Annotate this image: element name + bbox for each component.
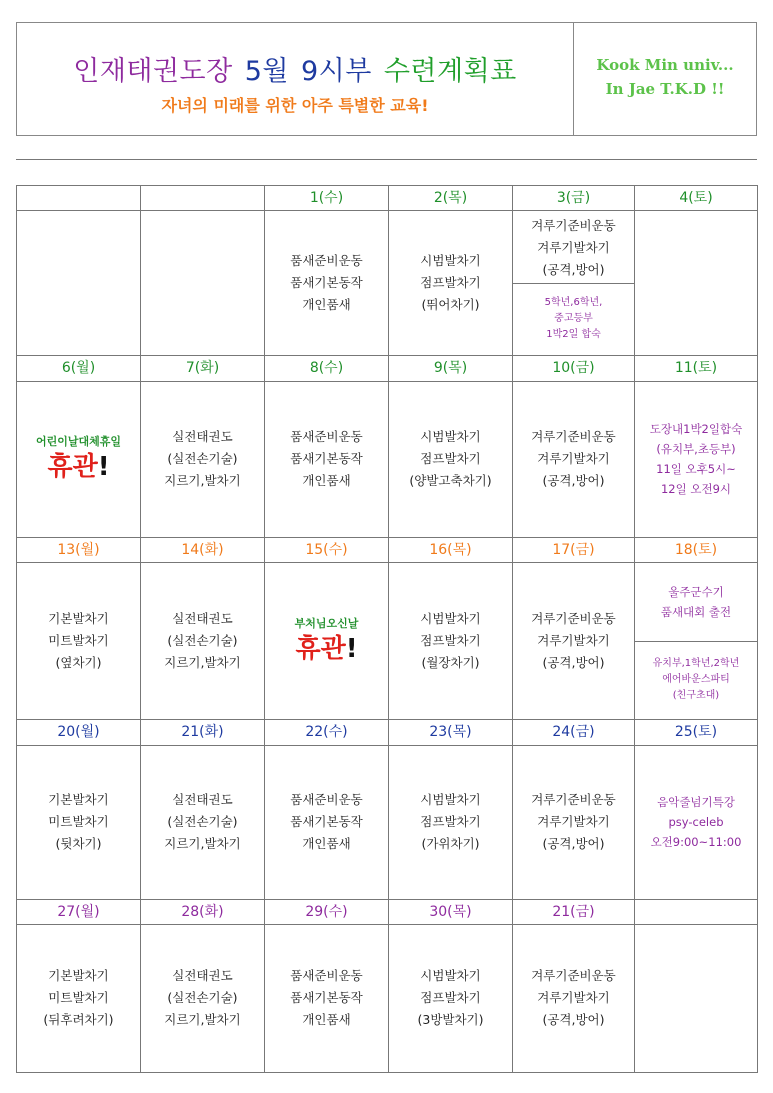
- date-header-cell: 10(금): [513, 356, 635, 381]
- date-header-cell: [17, 186, 141, 211]
- cell-line: 점프발차기: [420, 275, 481, 291]
- date-header-cell: 13(월): [17, 537, 141, 562]
- schedule-cell: [17, 211, 141, 356]
- brand-line-1: Kook Min univ...: [596, 56, 734, 74]
- schedule-cell: [17, 924, 141, 1072]
- closed-label: [17, 450, 140, 484]
- cell-line: 품새준비운동: [290, 429, 363, 445]
- schedule-cell: [265, 381, 389, 537]
- cell-line: (공격,방어): [542, 261, 605, 277]
- date-header-cell: 20(월): [17, 720, 141, 745]
- schedule-row: [17, 211, 758, 356]
- schedule-cell: [389, 563, 513, 720]
- cell-line: (실전손기술): [167, 814, 238, 830]
- cell-line: 5학년,6학년,: [544, 297, 603, 309]
- split-cell-top: [513, 212, 634, 283]
- cell-line: 점프발차기: [420, 451, 481, 467]
- date-header-row: [17, 186, 758, 211]
- date-header-row: [17, 720, 758, 745]
- schedule-cell: [513, 745, 635, 899]
- cell-line: 1박2일 합숙: [546, 329, 601, 341]
- holiday-name: 어린이날대체휴일: [35, 435, 121, 449]
- cell-line: 실전태권도: [172, 792, 233, 808]
- date-header-cell: [635, 899, 758, 924]
- schedule-cell: [513, 563, 635, 720]
- cell-line: 기본발차기: [48, 968, 109, 984]
- cell-line: 품새기본동작: [290, 814, 363, 830]
- date-header-cell: 27(월): [17, 899, 141, 924]
- split-cell-bottom: [635, 641, 757, 719]
- cell-line: (실전손기술): [167, 990, 238, 1006]
- cell-line: (친구초대): [672, 689, 720, 701]
- date-header-cell: 29(수): [265, 899, 389, 924]
- cell-line: 에어바운스파티: [662, 673, 730, 685]
- schedule-cell: [635, 563, 758, 720]
- cell-line: 미트발차기: [48, 814, 109, 830]
- date-header-cell: 21(금): [513, 899, 635, 924]
- date-header-cell: 16(목): [389, 537, 513, 562]
- cell-line: 품새준비운동: [290, 792, 363, 808]
- date-header-cell: 9(목): [389, 356, 513, 381]
- date-header-cell: 22(수): [265, 720, 389, 745]
- cell-line: 오전9:00~11:00: [650, 835, 742, 850]
- title-plan: 수련계획표: [383, 56, 517, 87]
- schedule-cell: [389, 211, 513, 356]
- cell-line: 미트발차기: [48, 990, 109, 1006]
- schedule-cell: [635, 211, 758, 356]
- cell-line: (공격,방어): [542, 1012, 605, 1028]
- cell-line: 겨루기발차기: [537, 451, 610, 467]
- cell-line: (실전손기술): [167, 633, 238, 649]
- cell-line: 시범발차기: [420, 792, 481, 808]
- cell-line: 개인품새: [302, 836, 351, 852]
- schedule-cell: [635, 745, 758, 899]
- date-header-cell: 21(화): [141, 720, 265, 745]
- cell-line: (뒷차기): [55, 836, 102, 852]
- date-header-cell: 24(금): [513, 720, 635, 745]
- cell-line: (가위차기): [421, 836, 480, 852]
- cell-line: 점프발차기: [420, 633, 481, 649]
- date-header-row: [17, 356, 758, 381]
- schedule-cell: [389, 924, 513, 1072]
- cell-line: 실전태권도: [172, 611, 233, 627]
- schedule-cell: [141, 563, 265, 720]
- cell-line: 실전태권도: [172, 429, 233, 445]
- schedule-cell: [17, 745, 141, 899]
- cell-line: 겨루기발차기: [537, 990, 610, 1006]
- split-cell-top: [635, 564, 757, 641]
- schedule-row: [17, 381, 758, 537]
- cell-line: 음악줄넘기특강: [657, 795, 735, 810]
- split-cell: [635, 564, 757, 718]
- cell-line: (양발고축차기): [409, 473, 492, 489]
- closed-exclamation: !: [97, 452, 110, 483]
- cell-line: 점프발차기: [420, 814, 481, 830]
- cell-line: 기본발차기: [48, 611, 109, 627]
- schedule-cell: [513, 381, 635, 537]
- header-box: [16, 22, 757, 136]
- cell-line: 품새기본동작: [290, 451, 363, 467]
- cell-line: 품새준비운동: [290, 253, 363, 269]
- schedule-cell: [513, 211, 635, 356]
- cell-line: (뛰어차기): [421, 297, 480, 313]
- date-header-cell: 6(월): [17, 356, 141, 381]
- date-header-cell: 15(수): [265, 537, 389, 562]
- cell-line: 시범발차기: [420, 253, 481, 269]
- cell-line: 시범발차기: [420, 968, 481, 984]
- schedule-cell: [635, 381, 758, 537]
- separator-line: [16, 159, 757, 160]
- cell-line: (3방발차기): [417, 1012, 484, 1028]
- cell-line: 개인품새: [302, 1012, 351, 1028]
- date-header-cell: [141, 186, 265, 211]
- date-header-cell: 23(목): [389, 720, 513, 745]
- date-header-row: [17, 899, 758, 924]
- schedule-cell: [141, 211, 265, 356]
- title-academy: 인재태권도장: [73, 56, 233, 87]
- schedule-cell: [265, 563, 389, 720]
- cell-line: 지르기,발차기: [164, 655, 241, 671]
- cell-line: 미트발차기: [48, 633, 109, 649]
- cell-line: (공격,방어): [542, 473, 605, 489]
- cell-line: 도장내1박2일합숙: [649, 422, 743, 437]
- subtitle: 자녀의 미래를 위한 아주 특별한 교육!: [161, 96, 429, 115]
- cell-line: 지르기,발차기: [164, 473, 241, 489]
- cell-line: 시범발차기: [420, 429, 481, 445]
- cell-line: (월장차기): [421, 655, 480, 671]
- cell-line: 중고등부: [554, 313, 593, 325]
- schedule-row: [17, 924, 758, 1072]
- brand-text: [574, 53, 756, 101]
- date-header-cell: 8(수): [265, 356, 389, 381]
- closed-text: 휴관: [295, 634, 346, 665]
- cell-line: 유치부,1학년,2학년: [652, 657, 740, 669]
- cell-line: 겨루기준비운동: [531, 429, 616, 445]
- date-header-cell: 1(수): [265, 186, 389, 211]
- cell-line: 품새기본동작: [290, 275, 363, 291]
- schedule-cell: [265, 745, 389, 899]
- schedule-cell: [17, 381, 141, 537]
- cell-line: (실전손기술): [167, 451, 238, 467]
- cell-line: (뒤후려차기): [43, 1012, 114, 1028]
- schedule-cell: [635, 924, 758, 1072]
- schedule-cell: [141, 381, 265, 537]
- date-header-row: [17, 537, 758, 562]
- date-header-cell: 18(토): [635, 537, 758, 562]
- date-header-cell: 3(금): [513, 186, 635, 211]
- cell-line: 품새기본동작: [290, 990, 363, 1006]
- schedule-cell: [265, 211, 389, 356]
- date-header-cell: 14(화): [141, 537, 265, 562]
- cell-line: 겨루기준비운동: [531, 611, 616, 627]
- date-header-cell: 2(목): [389, 186, 513, 211]
- schedule-table: [16, 185, 758, 1073]
- cell-line: 기본발차기: [48, 792, 109, 808]
- cell-line: (공격,방어): [542, 836, 605, 852]
- schedule-row: [17, 745, 758, 899]
- schedule-cell: [389, 381, 513, 537]
- cell-line: 겨루기발차기: [537, 633, 610, 649]
- schedule-cell: [389, 745, 513, 899]
- holiday-name: 부처님오신날: [294, 617, 359, 631]
- cell-line: 울주군수기: [668, 585, 724, 600]
- cell-line: 겨루기준비운동: [531, 968, 616, 984]
- cell-line: 겨루기발차기: [537, 814, 610, 830]
- schedule-cell: [17, 563, 141, 720]
- cell-line: 시범발차기: [420, 611, 481, 627]
- cell-line: 겨루기발차기: [537, 239, 610, 255]
- cell-line: 점프발차기: [420, 990, 481, 1006]
- cell-line: 품새대회 출전: [660, 605, 732, 620]
- cell-line: 지르기,발차기: [164, 836, 241, 852]
- closed-label: [265, 632, 388, 666]
- schedule-cell: [141, 924, 265, 1072]
- cell-line: 개인품새: [302, 473, 351, 489]
- cell-line: psy-celeb: [668, 815, 724, 830]
- page-title: [17, 49, 573, 88]
- date-header-cell: 7(화): [141, 356, 265, 381]
- split-cell: [513, 212, 634, 354]
- date-header-cell: 17(금): [513, 537, 635, 562]
- schedule-cell: [513, 924, 635, 1072]
- brand-line-2: In Jae T.K.D !!: [605, 80, 725, 98]
- schedule-row: [17, 563, 758, 720]
- date-header-cell: 30(목): [389, 899, 513, 924]
- cell-line: 지르기,발차기: [164, 1012, 241, 1028]
- cell-line: 11일 오후5시~: [656, 462, 736, 477]
- closed-text: 휴관: [47, 452, 98, 483]
- cell-line: 겨루기준비운동: [531, 792, 616, 808]
- date-header-cell: 28(화): [141, 899, 265, 924]
- cell-line: (유치부,초등부): [656, 442, 736, 457]
- schedule-cell: [141, 745, 265, 899]
- cell-line: 겨루기준비운동: [531, 217, 616, 233]
- cell-line: 품새준비운동: [290, 968, 363, 984]
- date-header-cell: 25(토): [635, 720, 758, 745]
- title-session: 9시부: [301, 56, 372, 87]
- title-month: 5월: [244, 56, 289, 87]
- cell-line: 실전태권도: [172, 968, 233, 984]
- date-header-cell: 4(토): [635, 186, 758, 211]
- schedule-cell: [265, 924, 389, 1072]
- cell-line: (공격,방어): [542, 655, 605, 671]
- closed-exclamation: !: [345, 634, 358, 665]
- split-cell-bottom: [513, 283, 634, 355]
- cell-line: (옆차기): [55, 655, 102, 671]
- cell-line: 개인품새: [302, 297, 351, 313]
- date-header-cell: 11(토): [635, 356, 758, 381]
- cell-line: 12일 오전9시: [660, 482, 732, 497]
